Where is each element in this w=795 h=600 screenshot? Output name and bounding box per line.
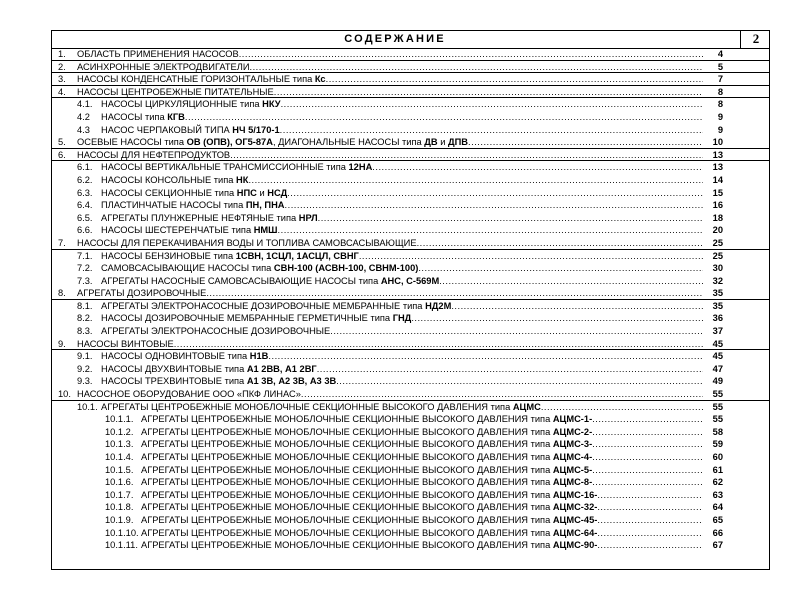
toc-entry-number: 2. bbox=[58, 61, 66, 72]
toc-entry[interactable] bbox=[52, 489, 769, 502]
toc-entry-title: АГРЕГАТЫ ЦЕНТРОБЕЖНЫЕ МОНОБЛОЧНЫЕ СЕКЦИОННЫЕ ВЫСОКОГО ДАВЛЕНИЯ типа bbox=[141, 477, 553, 488]
dot-leader bbox=[451, 300, 703, 313]
toc-entry-type-code: ДПВ bbox=[448, 137, 469, 148]
toc-entry-type-code: НЧ 5/170-1 bbox=[232, 124, 280, 135]
page-header bbox=[52, 31, 769, 49]
toc-entry[interactable] bbox=[52, 527, 769, 540]
dot-leader bbox=[301, 388, 703, 401]
toc-entry-page: 36 bbox=[712, 313, 723, 324]
toc-entry-type-code: СВН-100 (АСВН-100, СВНМ-100) bbox=[273, 263, 419, 274]
dot-leader bbox=[411, 312, 703, 325]
sheet-number: 2 bbox=[740, 30, 771, 48]
toc-entry[interactable] bbox=[52, 199, 769, 212]
toc-entry-type-code: ДВ bbox=[424, 137, 438, 148]
toc-entry-number: 6. bbox=[58, 149, 66, 160]
dot-leader bbox=[359, 250, 703, 263]
toc-entry-page: 64 bbox=[712, 502, 723, 513]
dot-leader bbox=[287, 187, 703, 200]
toc-entry[interactable] bbox=[52, 149, 769, 162]
toc-entry-page: 14 bbox=[712, 174, 723, 185]
toc-entry-page: 30 bbox=[712, 263, 723, 274]
toc-entry[interactable] bbox=[52, 224, 769, 237]
dot-leader bbox=[468, 136, 703, 149]
toc-entry-type-code: А1 3В, А2 3В, А3 3В bbox=[246, 376, 337, 387]
toc-entry-page: 37 bbox=[712, 326, 723, 337]
toc-entry-number: 4.1. bbox=[77, 99, 93, 110]
toc-entry-title: НАСОС ЧЕРПАКОВЫЙ ТИПА bbox=[101, 124, 233, 135]
toc-entry-page: 13 bbox=[712, 162, 723, 173]
toc-entry-page: 55 bbox=[712, 414, 723, 425]
toc-entry[interactable] bbox=[52, 325, 769, 338]
dot-leader bbox=[278, 224, 703, 237]
toc-entry[interactable] bbox=[52, 287, 769, 300]
toc-entry-title: АГРЕГАТЫ НАСОСНЫЕ САМОВСАСЫВАЮЩИЕ НАСОСЫ типа bbox=[101, 275, 381, 286]
toc-entry[interactable] bbox=[52, 375, 769, 388]
dot-leader bbox=[592, 426, 703, 439]
toc-entry[interactable] bbox=[52, 174, 769, 187]
toc-entry-page: 45 bbox=[712, 338, 723, 349]
toc-entry-number: 4.2 bbox=[77, 111, 90, 122]
toc-entry-page: 4 bbox=[717, 49, 723, 59]
toc-entry-type-code: АЦМС-32- bbox=[552, 502, 598, 513]
toc-entry-page: 47 bbox=[712, 363, 723, 374]
toc-entry[interactable] bbox=[52, 539, 769, 552]
toc-entry-type-code: НСД bbox=[267, 187, 288, 198]
toc-entry[interactable] bbox=[52, 124, 769, 137]
toc-entry-number: 6.4. bbox=[77, 200, 93, 211]
toc-entry-type-code: АЦМС-4- bbox=[552, 452, 593, 462]
toc-entry-type-code: 1СВН, 1СЦЛ, 1АСЦЛ, СВНГ bbox=[235, 250, 359, 261]
toc-entry[interactable] bbox=[52, 98, 769, 111]
dot-leader bbox=[597, 501, 703, 514]
toc-entry-number: 10.1.10. bbox=[105, 527, 139, 538]
toc-entry-title: АГРЕГАТЫ ЦЕНТРОБЕЖНЫЕ МОНОБЛОЧНЫЕ СЕКЦИОННЫЕ ВЫСОКОГО ДАВЛЕНИЯ типа bbox=[141, 502, 553, 513]
toc-entry-title: АГРЕГАТЫ ДОЗИРОВОЧНЫЕ bbox=[77, 288, 207, 299]
dot-leader bbox=[230, 149, 703, 162]
dot-leader bbox=[174, 338, 703, 351]
toc-entry-title: НАСОСЫ ЦИРКУЛЯЦИОННЫЕ типа bbox=[101, 99, 263, 110]
toc-entry-title: АГРЕГАТЫ ЦЕНТРОБЕЖНЫЕ МОНОБЛОЧНЫЕ СЕКЦИОННЫЕ ВЫСОКОГО ДАВЛЕНИЯ типа bbox=[141, 464, 553, 475]
toc-entry-page: 15 bbox=[712, 187, 723, 198]
toc-entry[interactable] bbox=[52, 426, 769, 439]
toc-entry-title: АСИНХРОННЫЕ ЭЛЕКТРОДВИГАТЕЛИ bbox=[77, 61, 250, 72]
dot-leader bbox=[597, 527, 703, 540]
toc-entry-title: АГРЕГАТЫ ЦЕНТРОБЕЖНЫЕ МОНОБЛОЧНЫЕ СЕКЦИОННЫЕ ВЫСОКОГО ДАВЛЕНИЯ типа bbox=[141, 540, 553, 551]
toc-entry[interactable] bbox=[52, 413, 769, 426]
dot-leader bbox=[268, 350, 703, 363]
toc-entry-number: 1. bbox=[58, 49, 66, 59]
toc-entry-number: 7.2. bbox=[77, 263, 93, 274]
toc-entry-number: 8.3. bbox=[77, 326, 93, 337]
toc-entry-type-code: АЦМС bbox=[512, 401, 541, 412]
dot-leader bbox=[285, 199, 703, 212]
toc-entry-type-code: АЦМС-90- bbox=[552, 540, 598, 551]
dot-leader bbox=[592, 476, 703, 489]
toc-entry-title: НАСОСЫ БЕНЗИНОВЫЕ типа bbox=[101, 250, 236, 261]
toc-entry-type-code: НМШ bbox=[253, 225, 278, 236]
toc-entry[interactable] bbox=[52, 514, 769, 527]
toc-entry-title: АГРЕГАТЫ ЦЕНТРОБЕЖНЫЕ МОНОБЛОЧНЫЕ СЕКЦИОННЫЕ ВЫСОКОГО ДАВЛЕНИЯ типа bbox=[141, 527, 553, 538]
toc-entry[interactable] bbox=[52, 350, 769, 363]
toc-entry-title: НАСОСНОЕ ОБОРУДОВАНИЕ ООО «ПКФ ЛИНАС» bbox=[77, 389, 301, 400]
toc-entry-page: 16 bbox=[712, 200, 723, 211]
toc-entry-title: и bbox=[437, 137, 448, 148]
toc-entry-number: 9.1. bbox=[77, 351, 93, 362]
toc-entry-type-code: АЦМС-45- bbox=[552, 514, 598, 525]
toc-entry[interactable] bbox=[52, 476, 769, 489]
dot-leader bbox=[592, 438, 703, 451]
toc-entry-page: 62 bbox=[712, 477, 723, 488]
toc-entry-page: 65 bbox=[712, 514, 723, 525]
toc-entry-page: 18 bbox=[712, 212, 723, 223]
toc-entry-number: 6.3. bbox=[77, 187, 93, 198]
toc-entry-title: АГРЕГАТЫ ЦЕНТРОБЕЖНЫЕ МОНОБЛОЧНЫЕ СЕКЦИОННЫЕ ВЫСОКОГО ДАВЛЕНИЯ типа bbox=[141, 489, 553, 500]
toc-entry-page: 49 bbox=[712, 376, 723, 387]
toc-entry-number: 10.1.9. bbox=[105, 514, 134, 525]
toc-entry[interactable] bbox=[52, 338, 769, 351]
toc-entry-number: 10.1.4. bbox=[105, 452, 134, 462]
toc-entry-number: 10.1.2. bbox=[105, 426, 134, 437]
toc-entry-type-code: ОВ (ОПВ), ОГ5-87А bbox=[186, 137, 273, 148]
toc-entry-title: НАСОСЫ ТРЕХВИНТОВЫЕ типа bbox=[101, 376, 247, 387]
toc-entry-type-code: НРЛ bbox=[298, 212, 318, 223]
toc-entry-number: 10.1.11. bbox=[105, 540, 138, 551]
dot-leader bbox=[336, 375, 703, 388]
toc-entry-type-code: АЦМС-2- bbox=[552, 426, 593, 437]
toc-entry[interactable] bbox=[52, 438, 769, 451]
toc-entry-page: 9 bbox=[717, 124, 723, 135]
toc-entry-number: 3. bbox=[58, 74, 66, 85]
toc-entry-number: 8. bbox=[58, 288, 66, 299]
toc-entry-type-code: НК bbox=[236, 174, 249, 185]
toc-entry-page: 8 bbox=[717, 86, 723, 97]
toc-entry-type-code: АЦМС-1- bbox=[552, 414, 593, 425]
dot-leader bbox=[185, 111, 703, 124]
toc-entry-title: АГРЕГАТЫ ЦЕНТРОБЕЖНЫЕ МОНОБЛОЧНЫЕ СЕКЦИОННЫЕ ВЫСОКОГО ДАВЛЕНИЯ типа bbox=[141, 426, 553, 437]
toc-entry-title: НАСОСЫ КОНСОЛЬНЫЕ типа bbox=[101, 174, 237, 185]
toc-entry-number: 6.2. bbox=[77, 174, 93, 185]
toc-entry-number: 8.1. bbox=[77, 300, 93, 311]
toc-entry-number: 9.3. bbox=[77, 376, 93, 387]
toc-entry-number: 10.1.1. bbox=[105, 414, 134, 425]
toc-entry[interactable] bbox=[52, 363, 769, 376]
toc-entry-title: НАСОСЫ ДЛЯ ПЕРЕКАЧИВАНИЯ ВОДЫ И ТОПЛИВА САМОВСАСЫВАЮЩИЕ bbox=[77, 237, 417, 248]
toc-entry[interactable] bbox=[52, 61, 769, 74]
toc-entry-title: НАСОСЫ КОНДЕНСАТНЫЕ ГОРИЗОНТАЛЬНЫЕ типа bbox=[77, 74, 315, 85]
toc-entry-type-code: ПН, ПНА bbox=[245, 200, 285, 211]
toc-entry-type-code: НПС bbox=[236, 187, 257, 198]
toc-entry-title: ПЛАСТИНЧАТЫЕ НАСОСЫ типа bbox=[101, 200, 246, 211]
toc-entry-page: 58 bbox=[712, 426, 723, 437]
toc-entry-page: 35 bbox=[712, 300, 723, 311]
toc-entry-type-code: НД2М bbox=[425, 300, 452, 311]
toc-entry[interactable] bbox=[52, 111, 769, 124]
toc-entry-type-code: Н1В bbox=[249, 351, 269, 362]
toc-entry-title: САМОВСАСЫВАЮЩИЕ НАСОСЫ типа bbox=[101, 263, 274, 274]
toc-entry[interactable] bbox=[52, 501, 769, 514]
toc-entry-page: 55 bbox=[712, 389, 723, 400]
dot-leader bbox=[597, 489, 703, 502]
toc-entry-type-code: АЦМС-64- bbox=[552, 527, 598, 538]
toc-entry-title: АГРЕГАТЫ ЭЛЕКТРОНАСОСНЫЕ ДОЗИРОВОЧНЫЕ bbox=[101, 326, 331, 337]
toc-entry-title: , ДИАГОНАЛЬНЫЕ НАСОСЫ типа bbox=[272, 137, 425, 148]
dot-leader bbox=[274, 86, 703, 99]
toc-entry-number: 4. bbox=[58, 86, 66, 97]
toc-entry-page: 55 bbox=[712, 401, 723, 412]
toc-entry-number: 7. bbox=[58, 237, 66, 248]
toc-entry[interactable] bbox=[52, 312, 769, 325]
table-of-contents bbox=[52, 48, 769, 552]
toc-entry-type-code: А1 2ВВ, А1 2ВГ bbox=[246, 363, 317, 374]
toc-entry-title: АГРЕГАТЫ ЦЕНТРОБЕЖНЫЕ МОНОБЛОЧНЫЕ СЕКЦИОННЫЕ ВЫСОКОГО ДАВЛЕНИЯ типа bbox=[141, 452, 553, 462]
toc-entry-type-code: АЦМС-5- bbox=[552, 464, 593, 475]
toc-entry-title: НАСОСЫ ВЕРТИКАЛЬНЫЕ ТРАНСМИССИОННЫЕ типа bbox=[101, 162, 349, 173]
toc-entry-number: 9. bbox=[58, 338, 66, 349]
toc-entry-page: 10 bbox=[712, 137, 723, 148]
toc-entry[interactable] bbox=[52, 212, 769, 225]
toc-entry-title: НАСОСЫ типа bbox=[101, 111, 168, 122]
dot-leader bbox=[281, 98, 703, 111]
toc-entry-title: НАСОСЫ СЕКЦИОННЫЕ типа bbox=[101, 187, 237, 198]
toc-entry-number: 6.1. bbox=[77, 162, 93, 173]
toc-entry-number: 10.1.3. bbox=[105, 439, 134, 450]
toc-entry-title: АГРЕГАТЫ ЦЕНТРОБЕЖНЫЕ МОНОБЛОЧНЫЕ СЕКЦИОННЫЕ ВЫСОКОГО ДАВЛЕНИЯ типа bbox=[141, 414, 553, 425]
toc-entry-type-code: КГВ bbox=[167, 111, 185, 122]
toc-entry-number: 10.1.7. bbox=[105, 489, 134, 500]
toc-entry-title: АГРЕГАТЫ ЭЛЕКТРОНАСОСНЫЕ ДОЗИРОВОЧНЫЕ МЕМБРАННЫЕ типа bbox=[101, 300, 426, 311]
dot-leader bbox=[417, 237, 703, 250]
toc-entry[interactable] bbox=[52, 136, 769, 149]
toc-entry-page: 67 bbox=[712, 540, 723, 551]
toc-entry-title: НАСОСЫ ШЕСТЕРЕНЧАТЫЕ типа bbox=[101, 225, 254, 236]
toc-entry[interactable] bbox=[52, 73, 769, 86]
toc-entry-number: 10.1. bbox=[77, 401, 98, 412]
toc-entry-title: НАСОСЫ ЦЕНТРОБЕЖНЫЕ ПИТАТЕЛЬНЫЕ bbox=[77, 86, 274, 97]
dot-leader bbox=[418, 262, 703, 275]
toc-entry-number: 10.1.6. bbox=[105, 477, 134, 488]
dot-leader bbox=[330, 325, 703, 338]
dot-leader bbox=[326, 73, 703, 86]
toc-entry-title: НАСОСЫ ДЛЯ НЕФТЕПРОДУКТОВ bbox=[77, 149, 231, 160]
dot-leader bbox=[250, 61, 704, 74]
toc-entry-page: 25 bbox=[712, 250, 723, 261]
toc-entry-type-code: Кс bbox=[314, 74, 326, 85]
dot-leader bbox=[248, 174, 703, 187]
toc-entry-page: 13 bbox=[712, 149, 723, 160]
dot-leader bbox=[206, 287, 703, 300]
toc-entry-title: ОБЛАСТЬ ПРИМЕНЕНИЯ НАСОСОВ bbox=[77, 49, 239, 59]
dot-leader bbox=[541, 401, 703, 414]
toc-entry-page: 59 bbox=[712, 439, 723, 450]
toc-entry-page: 5 bbox=[717, 61, 723, 72]
toc-entry-number: 7.3. bbox=[77, 275, 93, 286]
toc-entry[interactable] bbox=[52, 275, 769, 288]
toc-entry-page: 9 bbox=[717, 111, 723, 122]
toc-entry[interactable] bbox=[52, 86, 769, 99]
toc-entry[interactable] bbox=[52, 48, 769, 61]
toc-entry[interactable] bbox=[52, 464, 769, 477]
dot-leader bbox=[317, 363, 703, 376]
toc-entry-number: 6.5. bbox=[77, 212, 93, 223]
toc-entry[interactable] bbox=[52, 161, 769, 174]
toc-entry-page: 20 bbox=[712, 225, 723, 236]
toc-entry-type-code: АЦМС-8- bbox=[552, 477, 593, 488]
toc-entry-title: и bbox=[256, 187, 268, 198]
dot-leader bbox=[372, 161, 703, 174]
toc-entry-title: АГРЕГАТЫ ПЛУНЖЕРНЫЕ НЕФТЯНЫЕ типа bbox=[101, 212, 299, 223]
toc-entry-title: НАСОСЫ ДВУХВИНТОВЫЕ типа bbox=[101, 363, 247, 374]
dot-leader bbox=[592, 464, 703, 477]
toc-entry-page: 45 bbox=[712, 351, 723, 362]
dot-leader bbox=[239, 48, 703, 61]
toc-entry-number: 7.1. bbox=[77, 250, 93, 261]
toc-entry-page: 60 bbox=[712, 452, 723, 462]
dot-leader bbox=[597, 514, 703, 527]
toc-entry-number: 6.6. bbox=[77, 225, 93, 236]
toc-entry-page: 66 bbox=[712, 527, 723, 538]
toc-entry-title: АГРЕГАТЫ ЦЕНТРОБЕЖНЫЕ МОНОБЛОЧНЫЕ СЕКЦИОННЫЕ ВЫСОКОГО ДАВЛЕНИЯ типа bbox=[141, 439, 553, 450]
toc-entry[interactable] bbox=[52, 250, 769, 263]
toc-entry-type-code: НКУ bbox=[262, 99, 281, 110]
dot-leader bbox=[439, 275, 703, 288]
page-title: СОДЕРЖАНИЕ bbox=[344, 33, 446, 45]
toc-entry-title: АГРЕГАТЫ ЦЕНТРОБЕЖНЫЕ МОНОБЛОЧНЫЕ СЕКЦИОННЫЕ ВЫСОКОГО ДАВЛЕНИЯ типа bbox=[141, 514, 553, 525]
dot-leader bbox=[597, 539, 703, 552]
toc-entry[interactable] bbox=[52, 300, 769, 313]
toc-entry[interactable] bbox=[52, 237, 769, 250]
toc-entry-page: 61 bbox=[712, 464, 723, 475]
toc-entry[interactable] bbox=[52, 262, 769, 275]
toc-entry-type-code: АЦМС-3- bbox=[552, 439, 593, 450]
toc-entry-title: АГРЕГАТЫ ЦЕНТРОБЕЖНЫЕ МОНОБЛОЧНЫЕ СЕКЦИОННЫЕ ВЫСОКОГО ДАВЛЕНИЯ типа bbox=[101, 401, 513, 412]
toc-entry-page: 7 bbox=[717, 74, 723, 85]
toc-entry-number: 5. bbox=[58, 137, 66, 148]
toc-entry[interactable] bbox=[52, 451, 769, 464]
toc-entry-number: 9.2. bbox=[77, 363, 93, 374]
toc-entry-title: НАСОСЫ ДОЗИРОВОЧНЫЕ МЕМБРАННЫЕ ГЕРМЕТИЧНЫЕ типа bbox=[101, 313, 393, 324]
toc-entry-type-code: АНС, С-569М bbox=[380, 275, 440, 286]
toc-entry[interactable] bbox=[52, 401, 769, 414]
contents-page bbox=[51, 30, 770, 570]
toc-entry-page: 35 bbox=[712, 288, 723, 299]
toc-entry-page: 32 bbox=[712, 275, 723, 286]
toc-entry-number: 4.3 bbox=[77, 124, 90, 135]
toc-entry-number: 10.1.5. bbox=[105, 464, 134, 475]
toc-entry[interactable] bbox=[52, 388, 769, 401]
toc-entry-page: 8 bbox=[717, 99, 723, 110]
toc-entry-title: ОСЕВЫЕ НАСОСЫ типа bbox=[77, 137, 187, 148]
toc-entry-type-code: 12НА bbox=[348, 162, 373, 173]
toc-entry-number: 10. bbox=[58, 389, 71, 400]
toc-entry-number: 8.2. bbox=[77, 313, 93, 324]
toc-entry-page: 63 bbox=[712, 489, 723, 500]
toc-entry-type-code: ГНД bbox=[392, 313, 412, 324]
toc-entry-title: НАСОСЫ ВИНТОВЫЕ bbox=[77, 338, 174, 349]
dot-leader bbox=[280, 124, 703, 137]
dot-leader bbox=[592, 451, 703, 464]
toc-entry-page: 25 bbox=[712, 237, 723, 248]
toc-entry-title: НАСОСЫ ОДНОВИНТОВЫЕ типа bbox=[101, 351, 250, 362]
toc-entry-type-code: АЦМС-16- bbox=[552, 489, 598, 500]
dot-leader bbox=[592, 413, 703, 426]
toc-entry-number: 10.1.8. bbox=[105, 502, 134, 513]
dot-leader bbox=[318, 212, 703, 225]
toc-entry[interactable] bbox=[52, 187, 769, 200]
